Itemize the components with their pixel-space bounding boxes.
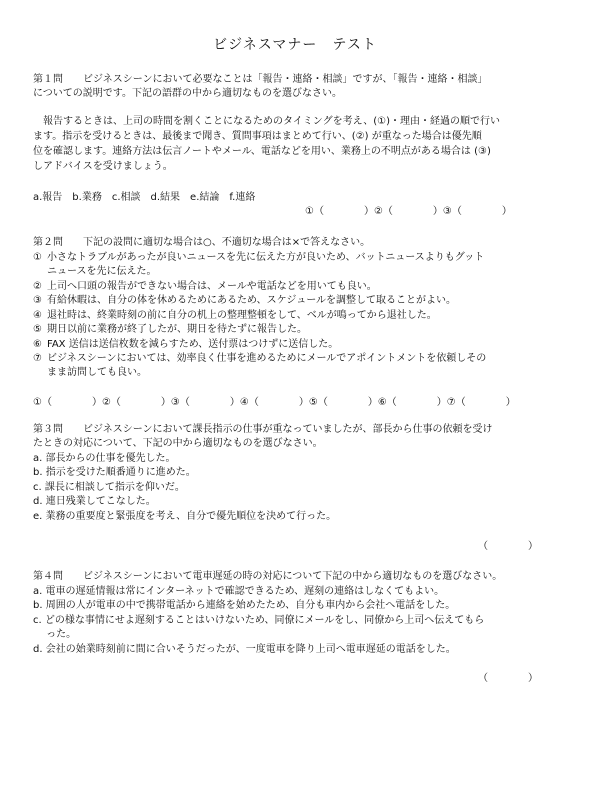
q2-item-marker: ② [33,281,42,292]
q1-answer-blanks[interactable]: ①（ ）②（ ）③（ ） [305,206,512,217]
q4-option: った。 [33,629,77,640]
q4-option: d. 会社の始業時刻前に間に合いそうだったが、一度電車を降り上司へ電車遅延の電話をした。 [33,644,456,655]
q3-option: b. 指示を受けた順番通りに進めた。 [33,467,196,478]
q3-option: d. 連日残業してこなした。 [33,496,156,507]
q3-answer-blank[interactable]: （ ） [478,541,538,552]
q3-option: e. 業務の重要度と緊張度を考え、自分で優先順位を決めて行った。 [33,511,337,522]
q3-heading-line2: たときの対応について、下記の中から適切なものを選びなさい。 [33,438,323,449]
q4-option: b. 周囲の人が電車の中で携帯電話から連絡を始めたため、自分も車内から会社へ電話をした。 [33,600,456,611]
q2-item [33,294,456,307]
q4-option: c. どの様な事情にせよ遅刻することはいけないため、同僚にメールをし、同僚から上司へ伝えてもら [33,615,485,626]
q2-item-text: 退社時は、終業時刻の前に自分の机上の整理整頓をして、ベルが鳴ってから退社した。 [47,310,437,321]
q2-item [33,352,486,365]
q2-item-text: 有給休暇は、自分の体を休めるためにあるため、スケジュールを調整して取ることがよい。 [47,295,456,306]
q2-item [33,265,157,278]
page-title: ビジネスマナー テスト [213,37,377,53]
q2-item [33,309,437,322]
q2-item-marker: ③ [33,295,42,306]
q4-answer-blank[interactable]: （ ） [478,673,538,684]
q2-item [33,251,484,264]
q3-option: c. 課長に相談して指示を仰いだ。 [33,482,185,493]
q2-item-text: FAX 送信は送信枚数を減らすため、送付票はつけずに送信した。 [47,339,339,350]
q2-item [33,366,147,379]
q2-item [33,338,338,351]
q2-item-text: 期日以前に業務が終了したが、期日を待たずに報告した。 [47,324,307,335]
q2-item [33,323,307,336]
q1-choices: a.報告 b.業務 c.相談 d.結果 e.結論 f.連絡 [33,192,256,203]
q4-option: a. 電車の遅延情報は常にインターネットで確認できるため、遅刻の連絡はしなくてもよい。 [33,586,445,597]
q2-item-text: ビジネスシーンにおいては、効率良く仕事を進めるためにメールでアポイントメントを依頼しその [47,353,487,364]
q2-item-marker: ① [33,252,42,263]
q2-item [33,280,377,293]
q1-body-line1: 報告するときは、上司の時間を割くことになるためのタイミングを考え、(①)・理由・経過の順で行い [33,116,500,127]
q2-item-marker: ⑥ [33,339,42,350]
q3-heading-line1: 第３問 ビジネスシーンにおいて課長指示の仕事が重なっていましたが、部長から仕事の依頼を受け [33,424,493,435]
q2-item-marker: ④ [33,310,42,321]
q4-heading: 第４問 ビジネスシーンにおいて電車遅延の時の対応について下記の中から適切なものを選びなさい。 [33,571,503,582]
q1-body-line4: しアドバイスを受けましょう。 [33,161,173,172]
q2-item-text: 上司へ口頭の報告ができない場合は、メールや電話などを用いても良い。 [47,281,377,292]
q2-item-text: 小さなトラブルがあったが良いニュースを先に伝えた方が良いため、バットニュースよりもグット [47,252,485,263]
q2-item-text: ニュースを先に伝えた。 [47,266,157,277]
q1-body-line2: ます。指示を受けるときは、最後まで聞き、質問事項はまとめて行い、(②) が重なった場合は優先順 [33,131,482,142]
q2-heading: 第２問 下記の設問に適切な場合は○、不適切な場合は×で答えなさい。 [33,237,371,248]
q3-option: a. 部長からの仕事を優先した。 [33,453,176,464]
q2-item-marker: ⑦ [33,353,42,364]
q2-item-marker: ⑤ [33,324,42,335]
q1-heading-line1: 第１問 ビジネスシーンにおいて必要なことは「報告・連絡・相談」ですが、「報告・連絡・相談」 [33,74,488,85]
q2-answer-blanks[interactable]: ①（ ）②（ ）③（ ）④（ ）⑤（ ）⑥（ ）⑦（ ） [33,397,516,408]
q1-body-line3: 位を確認します。連絡方法は伝言ノートやメール、電話などを用い、業務上の不明点がある場合は (③) [33,146,491,157]
q1-heading-line2: についての説明です。下記の語群の中から適切なものを選びなさい。 [33,88,342,99]
q2-item-text: まま訪問しても良い。 [47,367,147,378]
